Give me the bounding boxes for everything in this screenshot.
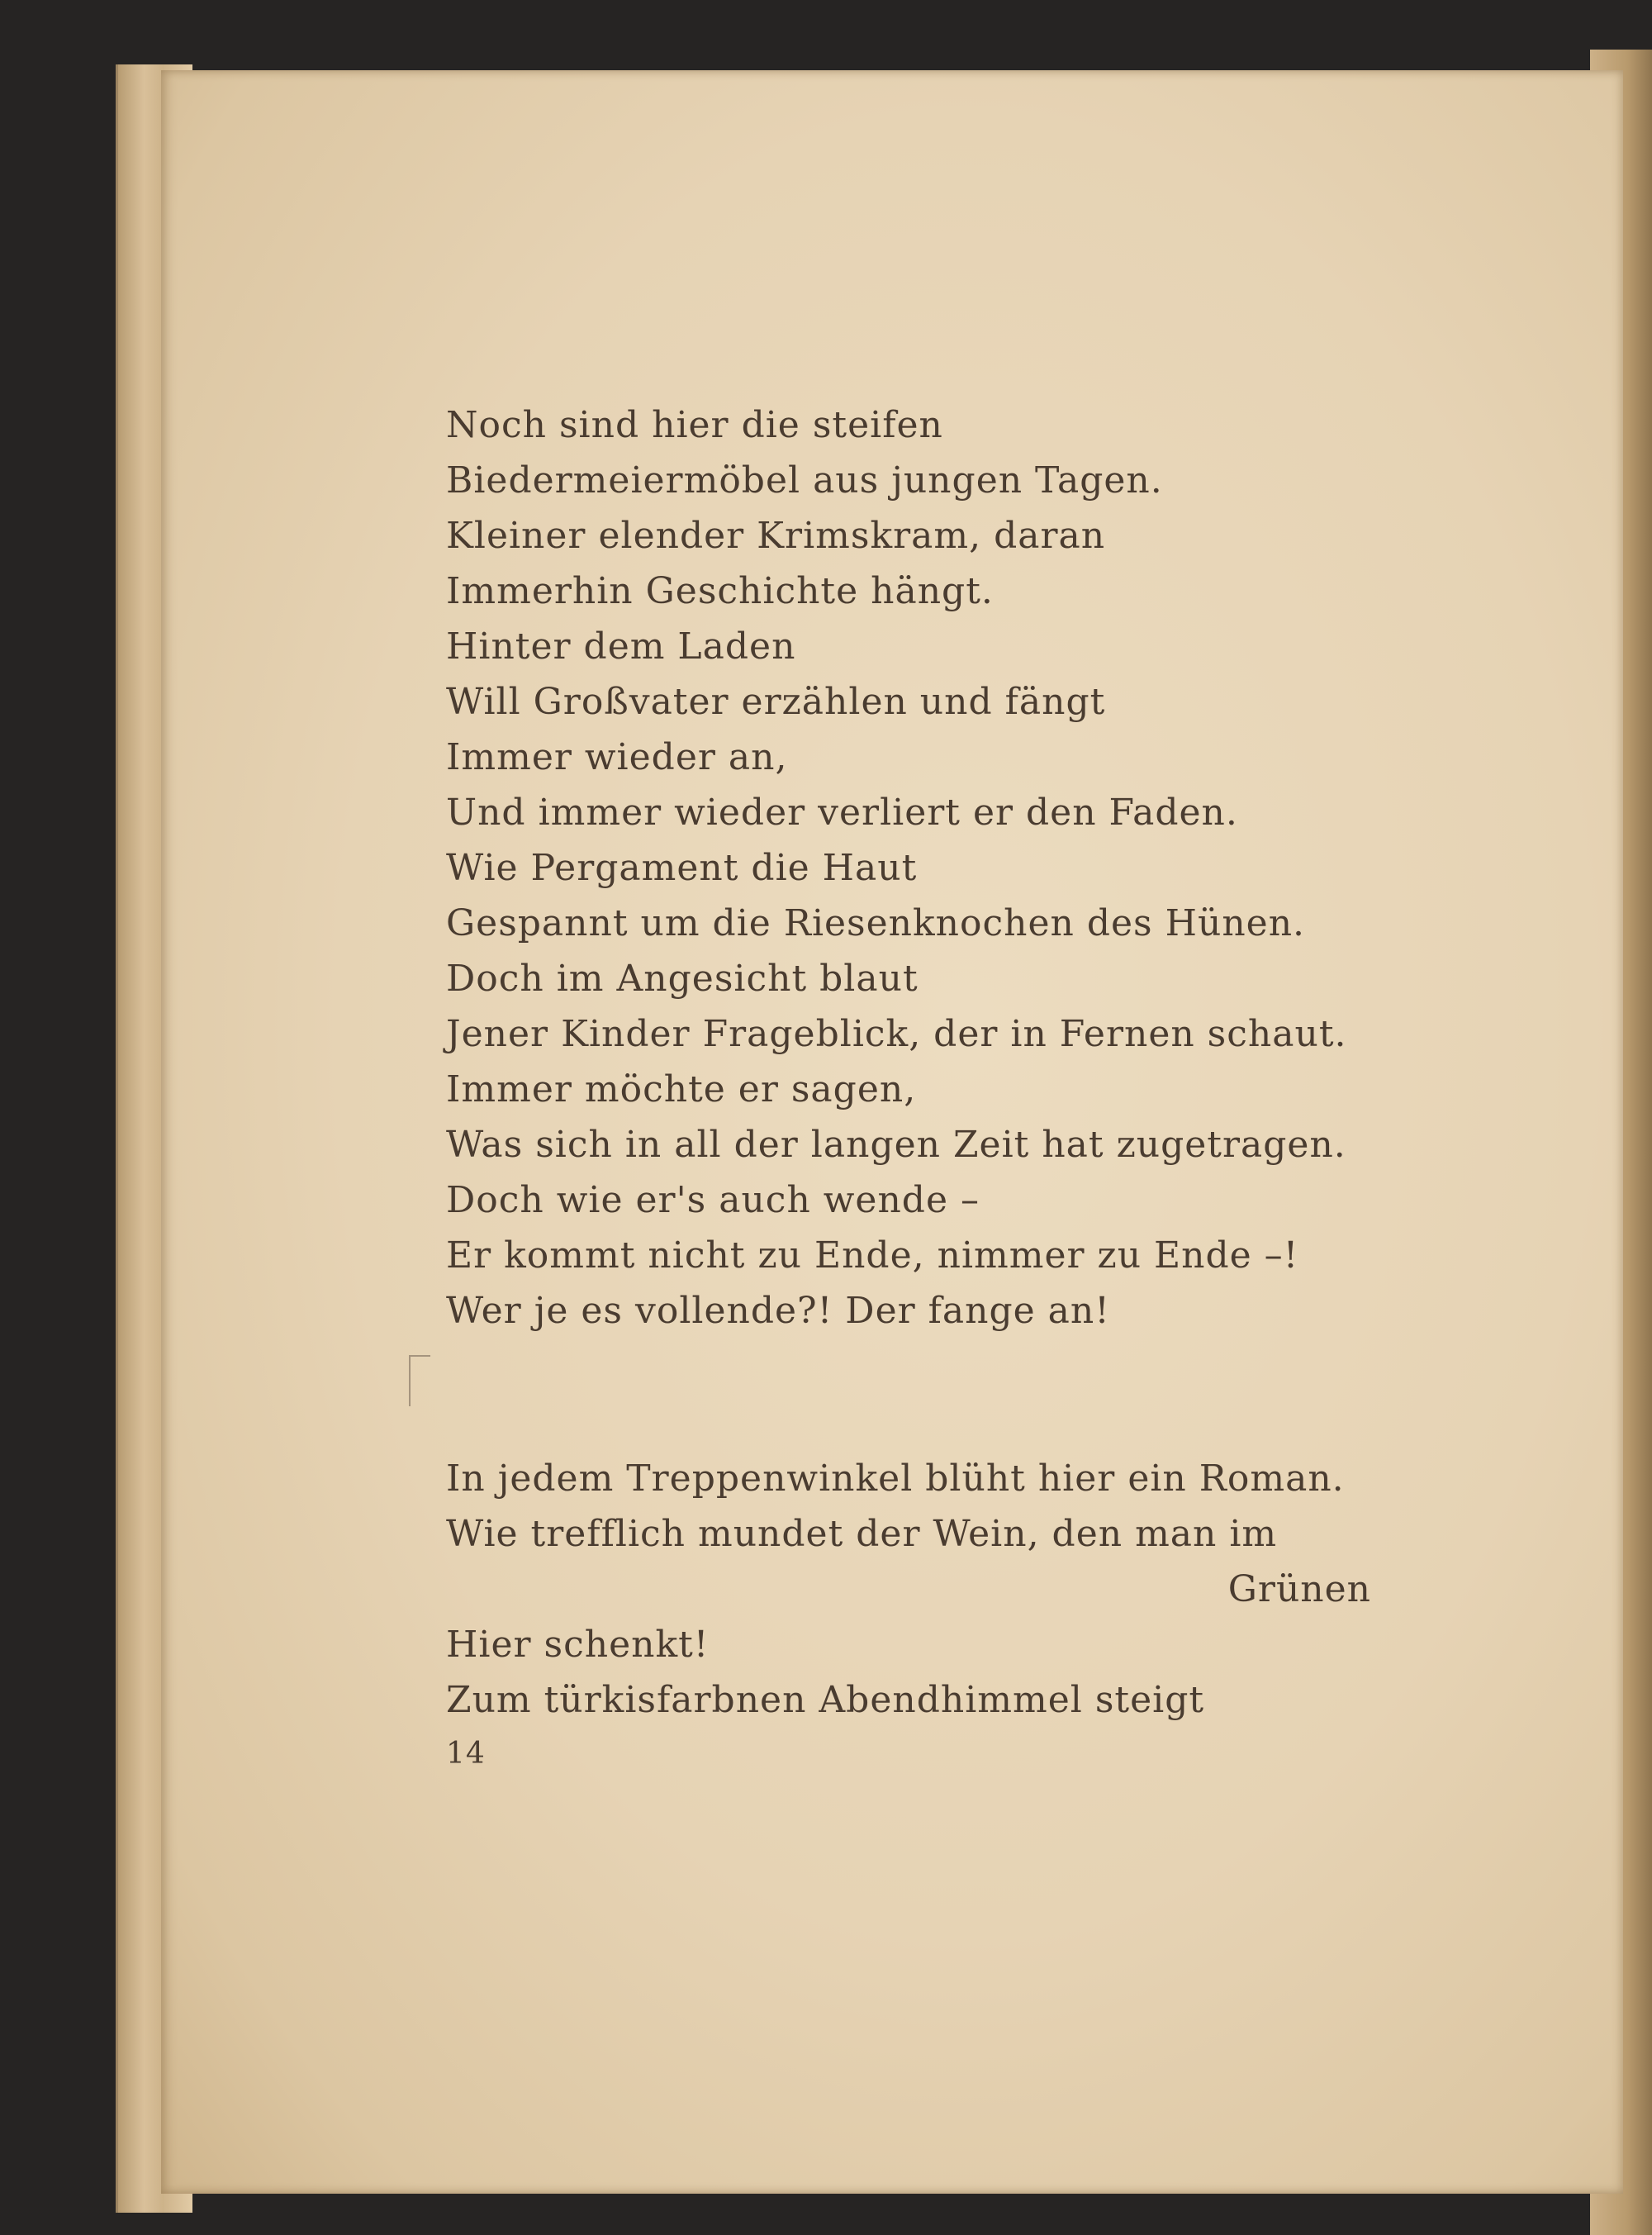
poem-line: Jener Kinder Frageblick, der in Fernen schaut. (446, 1013, 1347, 1055)
poem-line: In jedem Treppenwinkel blüht hier ein Roman. (446, 1458, 1345, 1500)
poem-line: Doch wie er's auch wende – (446, 1179, 980, 1221)
page-number: 14 (446, 1737, 486, 1771)
poem-line: Und immer wieder verliert er den Faden. (446, 792, 1238, 834)
poem-line: Will Großvater erzählen und fängt (446, 681, 1106, 723)
poem-line: Wer je es vollende?! Der fange an! (446, 1290, 1110, 1332)
poem-line: Immer möchte er sagen, (446, 1068, 917, 1110)
poem-line: Was sich in all der langen Zeit hat zugetragen. (446, 1124, 1346, 1166)
poem-line: Doch im Angesicht blaut (446, 958, 919, 1000)
section-mark (409, 1355, 430, 1406)
poem-line: Kleiner elender Krimskram, daran (446, 515, 1106, 557)
poem-line: Hinter dem Laden (446, 625, 796, 668)
poem-line: Wie trefflich mundet der Wein, den man im (446, 1513, 1278, 1555)
poem-line: Wie Pergament die Haut (446, 847, 918, 889)
poem-line: Er kommt nicht zu Ende, nimmer zu Ende –! (446, 1234, 1299, 1277)
poem-line: Hier schenkt! (446, 1624, 710, 1666)
poem-line: Immer wieder an, (446, 736, 788, 778)
poem-line: Noch sind hier die steifen (446, 404, 943, 446)
poem-line: Biedermeiermöbel aus jungen Tagen. (446, 459, 1163, 502)
book-page (161, 70, 1623, 2194)
poem-line: Zum türkisfarbnen Abendhimmel steigt (446, 1679, 1205, 1721)
poem-text (161, 70, 1623, 2194)
poem-line-continuation: Grünen (1227, 1568, 1371, 1610)
poem-line: Immerhin Geschichte hängt. (446, 570, 994, 612)
poem-line: Gespannt um die Riesenknochen des Hünen. (446, 902, 1306, 944)
